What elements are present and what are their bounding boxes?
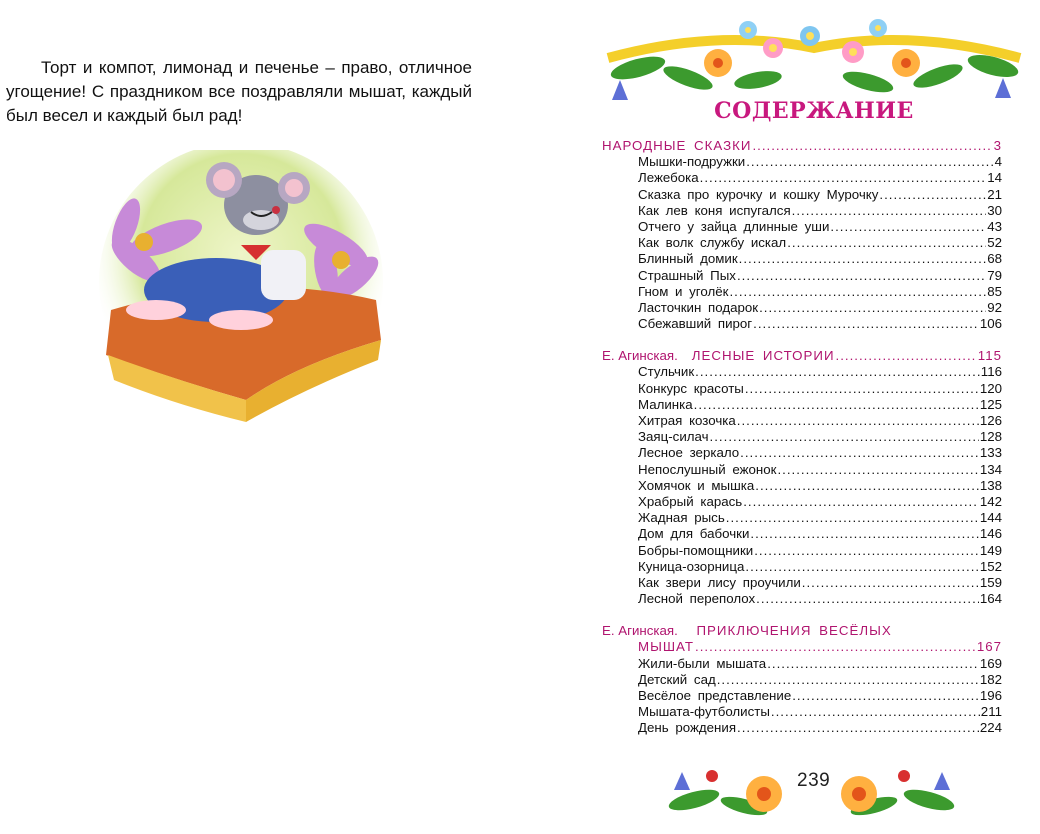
toc-entry: Сбежавший пирог ..... 106 <box>602 316 1002 332</box>
toc-section-title-continued <box>602 639 1002 655</box>
toc-entry: Жадная рысь ..... 144 <box>602 510 1002 526</box>
contents-heading: СОДЕРЖАНИЕ <box>714 98 914 124</box>
toc-entry: Мышата-футболисты ..... 211 <box>602 704 1002 720</box>
table-of-contents <box>602 138 1002 737</box>
toc-entry: Сказка про курочку и кошку Мурочку ..... 21 <box>602 187 1002 203</box>
dot-leader <box>695 639 976 655</box>
dot-leader <box>752 138 992 154</box>
toc-entry: Детский сад ..... 182 <box>602 672 1002 688</box>
toc-entry: Лесной переполох ..... 164 <box>602 591 1002 607</box>
toc-entry: Гном и уголёк ..... 85 <box>602 284 1002 300</box>
toc-section-title: НАРОДНЫЕ СКАЗКИ <box>602 138 752 153</box>
toc-entry: Страшный Пых ..... 79 <box>602 268 1002 284</box>
toc-entry: Весёлое представление ..... 196 <box>602 688 1002 704</box>
toc-entry: Малинка ..... 125 <box>602 397 1002 413</box>
toc-entry: Лежебока ..... 14 <box>602 170 1002 186</box>
toc-entry: Мышки-подружки ..... 4 <box>602 154 1002 170</box>
toc-section-title: ЛЕСНЫЕ ИСТОРИИ <box>691 348 835 364</box>
toc-entry: Отчего у зайца длинные уши ..... 43 <box>602 219 1002 235</box>
toc-entry: Как лев коня испугался ..... 30 <box>602 203 1002 219</box>
toc-entry: День рождения ..... 224 <box>602 720 1002 736</box>
toc-section-page: 115 <box>977 348 1002 364</box>
toc-entry: Хитрая козочка ..... 126 <box>602 413 1002 429</box>
toc-section-mice-adventures <box>602 623 1002 639</box>
toc-entry: Непослушный ежонок ..... 134 <box>602 462 1002 478</box>
toc-section-author: Е. Агинская. <box>602 348 678 364</box>
story-paragraph: Торт и компот, лимонад и печенье – право, отличное угощение! С праздником все поздравляли мышат, каждый был весел и каждый был рад! <box>6 58 472 125</box>
toc-entry: Жили-были мышата ..... 169 <box>602 656 1002 672</box>
toc-section-forest-stories <box>602 348 1002 364</box>
toc-entry: Как волк службу искал ..... 52 <box>602 235 1002 251</box>
story-text <box>6 56 472 128</box>
toc-section-title-line2: МЫШАТ <box>638 639 694 655</box>
toc-entry: Как звери лису проучили ..... 159 <box>602 575 1002 591</box>
toc-entry: Бобры-помощники ..... 149 <box>602 543 1002 559</box>
toc-entry: Лесное зеркало ..... 133 <box>602 445 1002 461</box>
toc-section-page: 167 <box>976 639 1002 655</box>
floral-garland-top <box>598 8 1030 104</box>
toc-entry: Хомячок и мышка ..... 138 <box>602 478 1002 494</box>
toc-section-title: ПРИКЛЮЧЕНИЯ ВЕСЁЛЫХ <box>696 623 892 639</box>
toc-section-author: Е. Агинская. <box>602 623 678 639</box>
toc-entry: Заяц-силач ..... 128 <box>602 429 1002 445</box>
toc-entry: Дом для бабочки ..... 146 <box>602 526 1002 542</box>
toc-section-page: 3 <box>993 138 1002 153</box>
toc-entry: Ласточкин подарок ..... 92 <box>602 300 1002 316</box>
toc-entry: Блинный домик ..... 68 <box>602 251 1002 267</box>
page-number: 239 <box>797 770 831 791</box>
dot-leader <box>836 348 977 364</box>
toc-entry: Куница-озорница ..... 152 <box>602 559 1002 575</box>
toc-entry: Храбрый карась ..... 142 <box>602 494 1002 510</box>
mouse-illustration <box>96 150 386 425</box>
toc-entry: Стульчик ..... 116 <box>602 364 1002 380</box>
toc-entry: Конкурс красоты ..... 120 <box>602 381 1002 397</box>
toc-section-folk-tales <box>602 138 1002 154</box>
